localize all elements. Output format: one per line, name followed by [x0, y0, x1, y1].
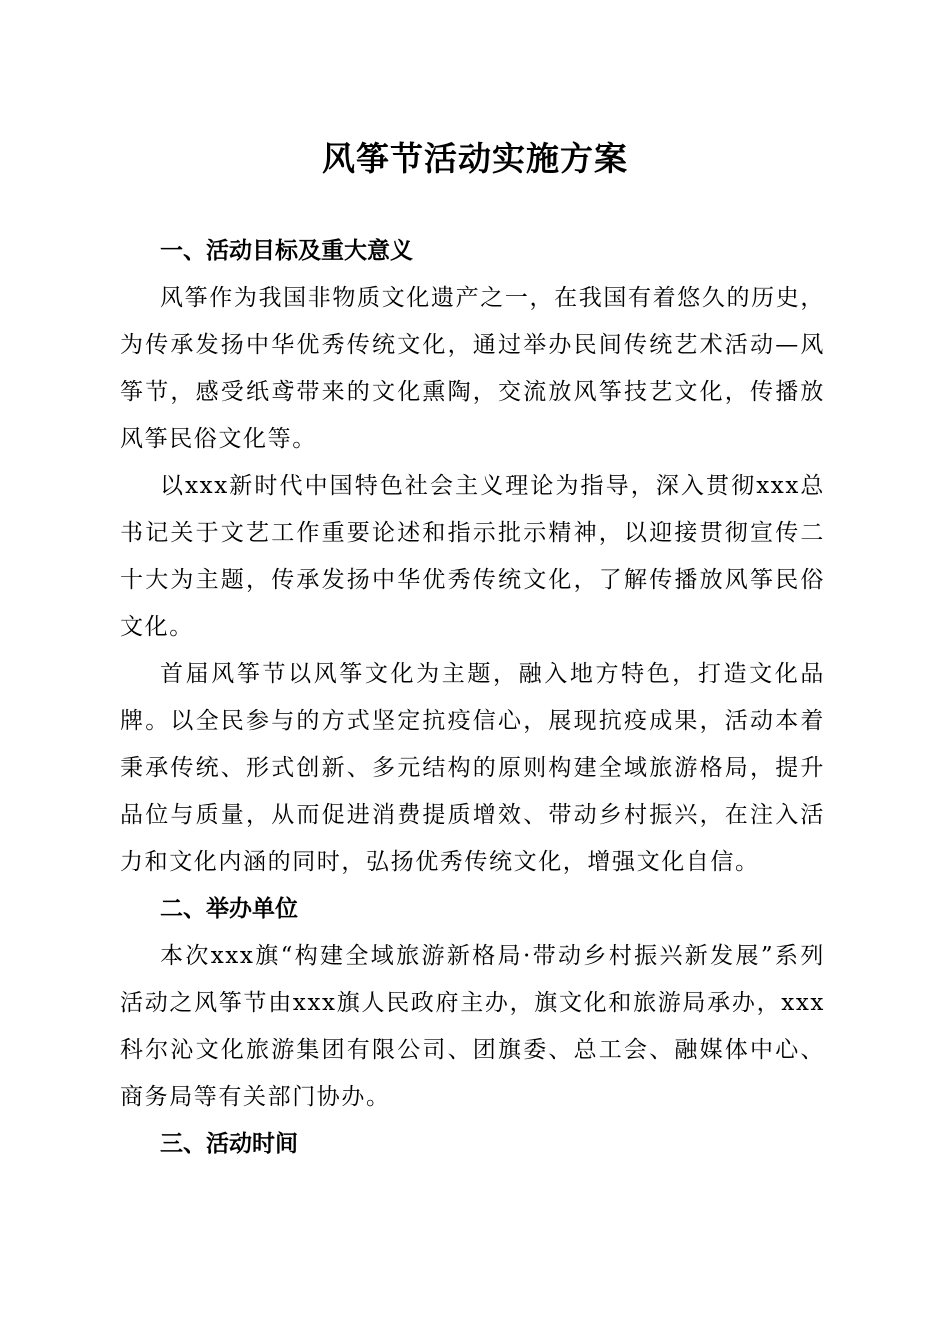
paragraph: 本次xxx旗“构建全域旅游新格局·带动乡村振兴新发展”系列活动之风筝节由xxx旗人民政府主办，旗文化和旅游局承办，xxx科尔沁文化旅游集团有限公司、团旗委、总工会、融媒体中心、商务局等有关部门协办。: [120, 943, 825, 1110]
paragraph: 风筝作为我国非物质文化遗产之一，在我国有着悠久的历史，为传承发扬中华优秀传统文化，通过举办民间传统艺术活动—风筝节，感受纸鸢带来的文化熏陶，交流放风筝技艺文化，传播放风筝民俗文化等。: [120, 285, 825, 452]
document-title: 风筝节活动实施方案: [322, 139, 628, 178]
document-body: [120, 228, 825, 1168]
section-heading-goals: 一、活动目标及重大意义: [160, 238, 413, 264]
section-heading-time: 三、活动时间: [160, 1131, 298, 1157]
paragraph: 以xxx新时代中国特色社会主义理论为指导，深入贯彻xxx总书记关于文艺工作重要论述和指示批示精神，以迎接贯彻宣传二十大为主题，传承发扬中华优秀传统文化，了解传播放风筝民俗文化。: [120, 473, 825, 640]
paragraph: 首届风筝节以风筝文化为主题，融入地方特色，打造文化品牌。以全民参与的方式坚定抗疫信心，展现抗疫成果，活动本着秉承传统、形式创新、多元结构的原则构建全域旅游格局，提升品位与质量，从而促进消费提质增效、带动乡村振兴，在注入活力和文化内涵的同时，弘扬优秀传统文化，增强文化自信。: [120, 661, 825, 875]
section-heading-organizers: 二、举办单位: [160, 896, 298, 922]
